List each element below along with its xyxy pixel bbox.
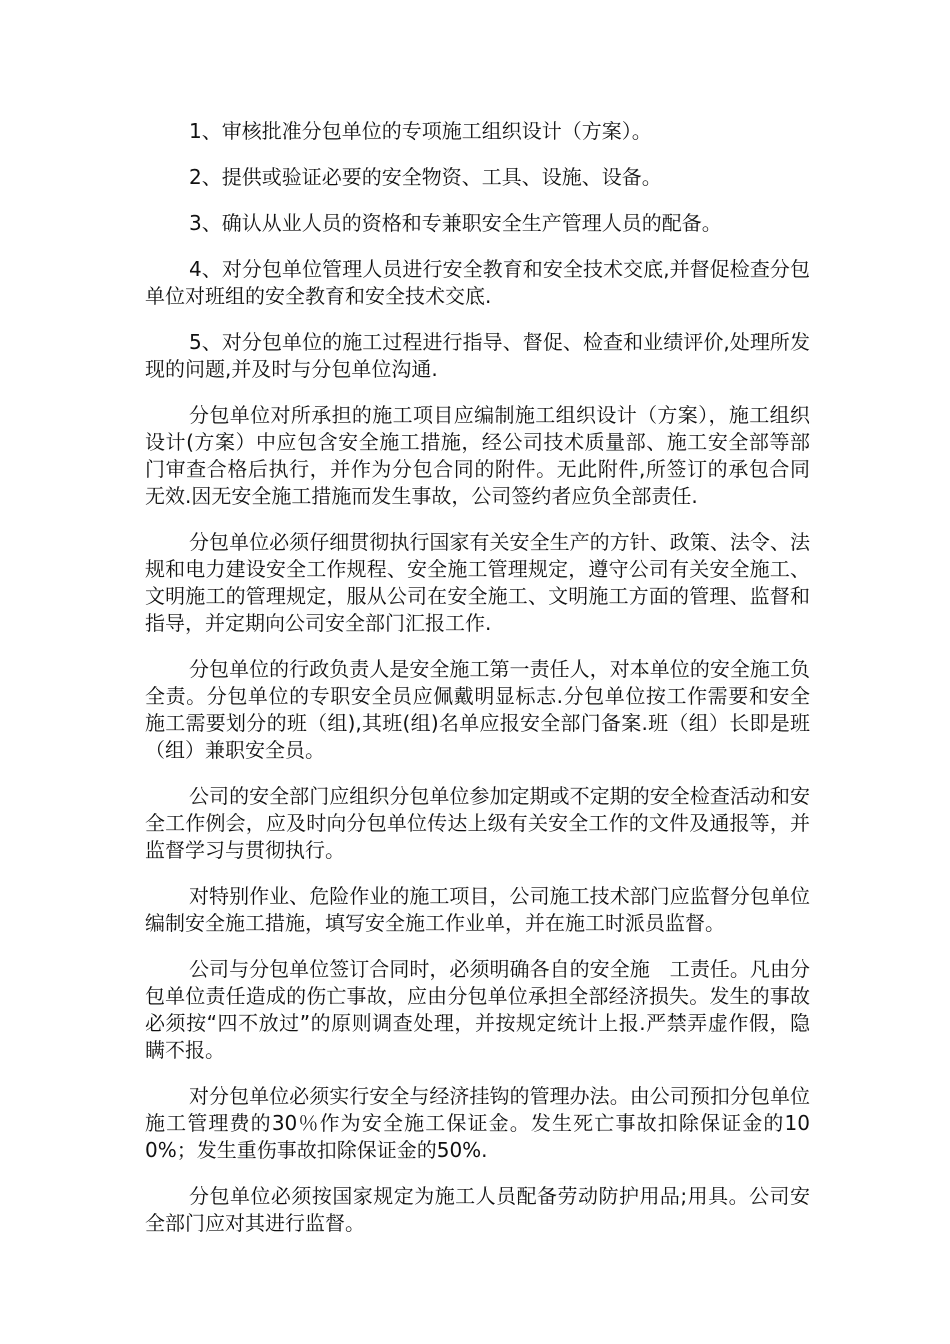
paragraph: 1、审核批准分包单位的专项施工组织设计（方案）。 <box>189 119 652 143</box>
paragraph: 分包单位必须仔细贯彻执行国家有关安全生产的方针、政策、法令、法规和电力建设安全工作规程、安全施工管理规定，遵守公司有关安全施工、文明施工的管理规定，服从公司在安全施工、文明施工方面的管理、监督和指导，并定期向公司安全部门汇报工作. <box>145 530 810 635</box>
paragraph: 分包单位的行政负责人是安全施工第一责任人，对本单位的安全施工负全责。分包单位的专职安全员应佩戴明显标志.分包单位按工作需要和安全施工需要划分的班（组),其班(组)名单应报安全部门备案.班（组）长即是班（组）兼职安全员。 <box>145 657 810 762</box>
document-body <box>145 118 810 1256</box>
paragraph: 分包单位对所承担的施工项目应编制施工组织设计（方案），施工组织设计(方案）中应包含安全施工措施，经公司技术质量部、施工安全部等部门审查合格后执行，并作为分包合同的附件。无此附件,所签订的承包合同无效.因无安全施工措施而发生事故，公司签约者应负全部责任. <box>145 403 810 508</box>
paragraph: 5、对分包单位的施工过程进行指导、督促、检查和业绩评价,处理所发现的问题,并及时与分包单位沟通. <box>145 330 810 381</box>
paragraph: 4、对分包单位管理人员进行安全教育和安全技术交底,并督促检查分包单位对班组的安全教育和安全技术交底. <box>145 257 810 308</box>
paragraph: 公司的安全部门应组织分包单位参加定期或不定期的安全检查活动和安全工作例会，应及时向分包单位传达上级有关安全工作的文件及通报等，并监督学习与贯彻执行。 <box>145 784 810 862</box>
paragraph: 公司与分包单位签订合同时，必须明确各自的安全施 工责任。凡由分包单位责任造成的伤亡事故，应由分包单位承担全部经济损失。发生的事故必须按“四不放过”的原则调查处理，并按规定统计上报.严禁弄虚作假，隐瞒不报。 <box>145 957 810 1062</box>
paragraph: 分包单位必须按国家规定为施工人员配备劳动防护用品;用具。公司安全部门应对其进行监督。 <box>145 1184 810 1235</box>
paragraph: 3、确认从业人员的资格和专兼职安全生产管理人员的配备。 <box>189 211 722 235</box>
paragraph: 2、提供或验证必要的安全物资、工具、设施、设备。 <box>189 165 662 189</box>
paragraph: 对分包单位必须实行安全与经济挂钩的管理办法。由公司预扣分包单位施工管理费的30％作为安全施工保证金。发生死亡事故扣除保证金的100%；发生重伤事故扣除保证金的50%. <box>145 1084 810 1162</box>
paragraph: 对特别作业、危险作业的施工项目，公司施工技术部门应监督分包单位编制安全施工措施，填写安全施工作业单，并在施工时派员监督。 <box>145 884 810 935</box>
